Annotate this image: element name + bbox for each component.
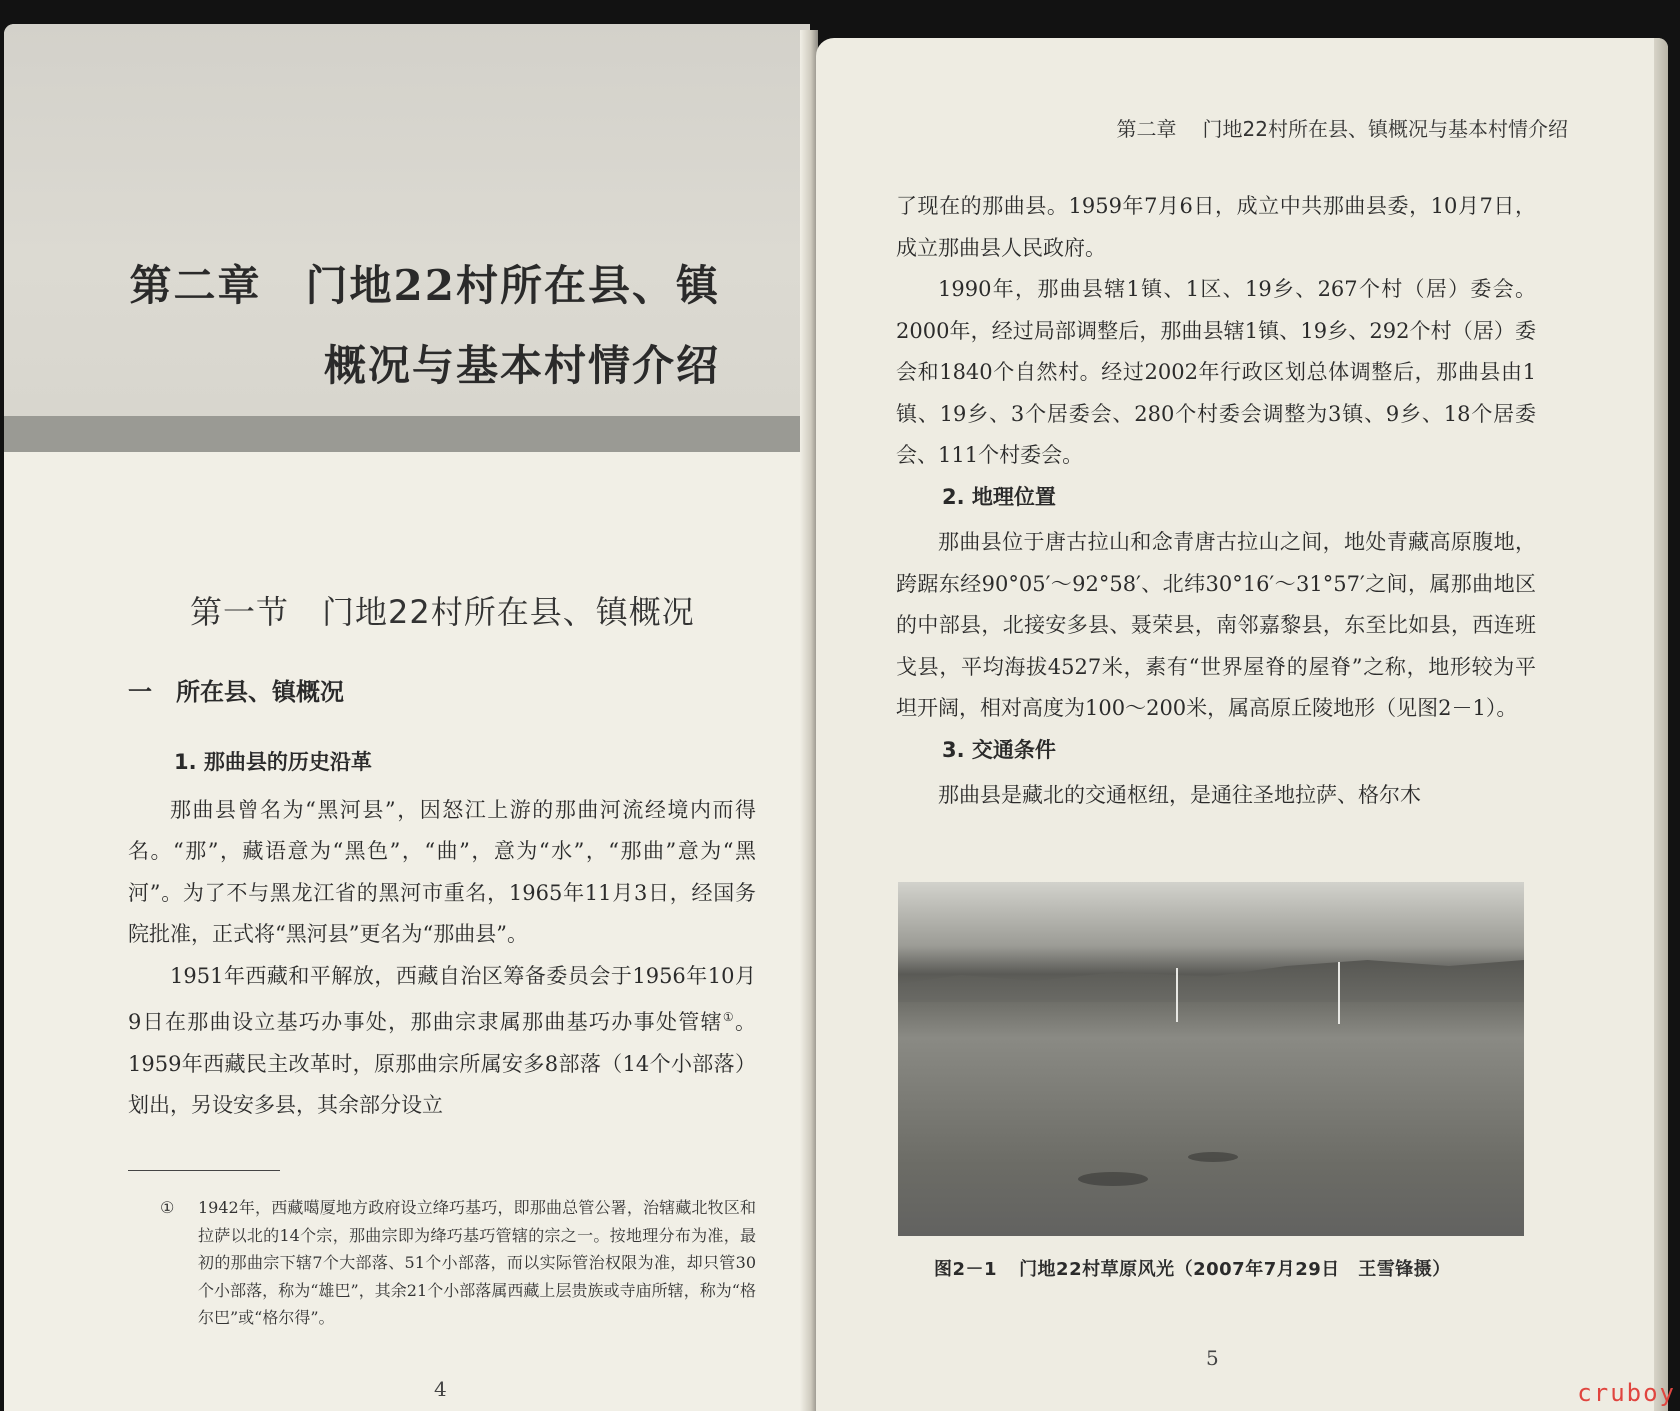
paragraph-transport: 那曲县是藏北的交通枢纽，是通往圣地拉萨、格尔木 — [938, 783, 1421, 807]
footnote-divider — [128, 1170, 280, 1171]
paragraph-geography: 那曲县位于唐古拉山和念青唐古拉山之间，地处青藏高原腹地，跨踞东经90°05′～92°58′、北纬30°16′～31°57′之间，属那曲地区的中部县，北接安多县、聂荣县，南邻嘉黎县，东至比如县，西连班戈县，平均海拔4527米，素有“世界屋脊的屋脊”之称，地形较为平坦开阔，相对高度为100～200米，属高原丘陵地形（见图2－1）。 — [896, 530, 1536, 720]
chapter-title-line2: 概况与基本村情介绍 — [323, 341, 720, 390]
footnote — [162, 1194, 756, 1332]
paragraph-history: 那曲县曾名为“黑河县”，因怒江上游的那曲河流经境内而得名。“那”，藏语意为“黑色”，“曲”，意为“水”，“那曲”意为“黑河”。为了不与黑龙江省的黑河市重名，1965年11月3日，经国务院批准，正式将“黑河县”更名为“那曲县”。 — [128, 797, 756, 946]
paragraph-liberation-part2: 。1959年西藏民主改革时，原那曲宗所属安多8部落（14个小部落）划出，另设安多县，其余部分设立 — [128, 1010, 756, 1117]
page-number-left: 4 — [434, 1377, 447, 1401]
subheading-history: 1. 那曲县的历史沿革 — [174, 750, 372, 774]
photo-fence-pole — [1176, 968, 1178, 1022]
subheading-transport: 3. 交通条件 — [942, 737, 1056, 762]
heading-level1-number: 一 — [128, 678, 152, 706]
figure-number: 图2－1 — [934, 1259, 998, 1280]
subheading-geography: 2. 地理位置 — [942, 484, 1056, 509]
grassland-photo — [898, 882, 1524, 1236]
figure-caption-text: 门地22村草原风光（2007年7月29日 王雪锋摄） — [1019, 1259, 1451, 1280]
right-page — [816, 38, 1668, 1411]
right-body-text — [896, 186, 1536, 817]
chapter-title — [130, 246, 720, 406]
section-title: 第一节 门地22村所在县、镇概况 — [190, 593, 695, 631]
heading-level1 — [128, 672, 344, 707]
paragraph-continued: 了现在的那曲县。1959年7月6日，成立中共那曲县委，10月7日，成立那曲县人民政府。 — [896, 194, 1536, 260]
photo-ground-patch — [1078, 1172, 1148, 1186]
running-head — [1117, 113, 1568, 142]
photo-fence-pole — [1338, 962, 1340, 1024]
left-page — [4, 24, 810, 1411]
heading-level1-text: 所在县、镇概况 — [176, 678, 344, 706]
photo-ground-patch — [1188, 1152, 1238, 1162]
footnote-mark: ① — [160, 1198, 175, 1217]
paragraph-liberation — [128, 956, 756, 1127]
running-head-title: 门地22村所在县、镇概况与基本村情介绍 — [1202, 117, 1568, 141]
footnote-reference[interactable]: ① — [722, 1010, 735, 1024]
page-edge — [1654, 38, 1668, 1411]
chapter-divider-bar — [4, 416, 810, 452]
chapter-title-line1: 第二章 门地22村所在县、镇 — [129, 261, 720, 310]
figure-caption — [934, 1255, 1451, 1281]
left-body-text — [128, 742, 756, 1127]
watermark: cruboy — [1577, 1379, 1676, 1407]
page-number-right: 5 — [1206, 1346, 1219, 1370]
paragraph-liberation-part1: 1951年西藏和平解放，西藏自治区筹备委员会于1956年10月9日在那曲设立基巧办事处，那曲宗隶属那曲基巧办事处管辖 — [128, 963, 756, 1034]
running-head-chapter: 第二章 — [1116, 117, 1177, 141]
paragraph-administration: 1990年，那曲县辖1镇、1区、19乡、267个村（居）委会。2000年，经过局部调整后，那曲县辖1镇、19乡、292个村（居）委会和1840个自然村。经过2002年行政区划总体调整后，那曲县由1镇、19乡、3个居委会、280个村委会调整为3镇、9乡、18个居委会、111个村委会。 — [896, 277, 1536, 467]
photo-hills — [898, 942, 1524, 1002]
footnote-text: 1942年，西藏噶厦地方政府设立绛巧基巧，即那曲总管公署，治辖藏北牧区和拉萨以北的14个宗，那曲宗即为绛巧基巧管辖的宗之一。按地理分布为准，最初的那曲宗下辖7个大部落、51个小部落，而以实际管治权限为准，却只管30个小部落，称为“雄巴”，其余21个小部落属西藏上层贵族或寺庙所辖，称为“格尔巴”或“格尔得”。 — [198, 1198, 756, 1327]
